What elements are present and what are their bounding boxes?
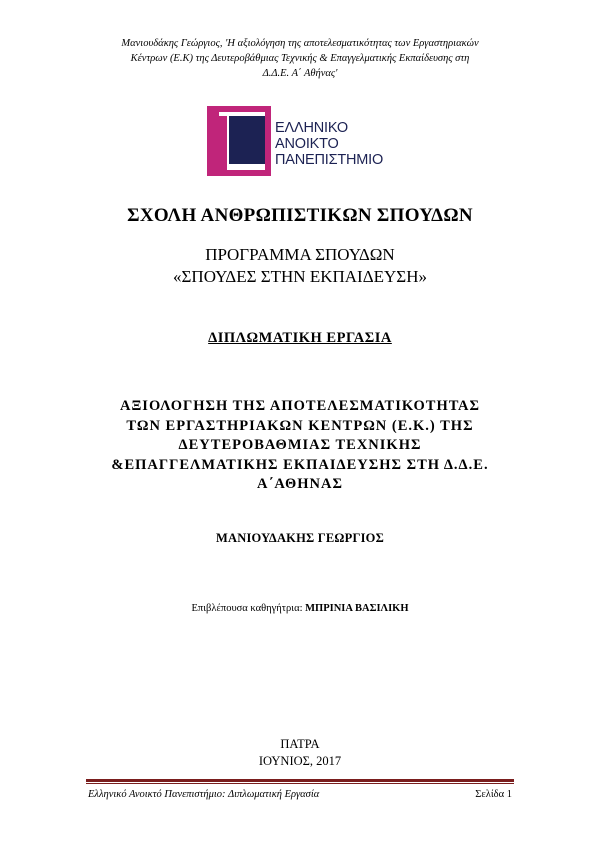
thesis-title-line: ΔΕΥΤΕΡΟΒΑΘΜΙΑΣ ΤΕΧΝΙΚΗΣ [178, 437, 422, 453]
logo-mark-icon [207, 106, 271, 176]
footer-rule-thin [86, 783, 514, 784]
thesis-title-line: Α΄ΑΘΗΝΑΣ [257, 476, 343, 492]
footer-rule [86, 779, 514, 782]
footer-text: Ελληνικό Ανοικτό Πανεπιστήμιο: Διπλωματική Εργασία [88, 789, 320, 800]
supervisor-name: ΜΠΡΙΝΙΑ ΒΑΣΙΛΙΚΗ [305, 603, 409, 614]
header-citation [60, 36, 540, 81]
logo-line: ΑΝΟΙΚΤΟ [275, 136, 339, 152]
date: ΙΟΥΝΙΟΣ, 2017 [258, 754, 342, 768]
thesis-title-line: &ΕΠΑΓΓΕΛΜΑΤΙΚΗΣ ΕΚΠΑΙΔΕΥΣΗΣ ΣΤΗ Δ.Δ.Ε. [111, 456, 489, 473]
page-number: Σελίδα 1 [475, 789, 512, 800]
header-citation-line: Μανιουδάκης Γεώργιος, 'Η αξιολόγηση της αποτελεσματικότητας των Εργαστηριακών [121, 38, 479, 49]
program-line: ΠΡΟΓΡΑΜΜΑ ΣΠΟΥΔΩΝ [205, 245, 395, 264]
school-title: ΣΧΟΛΗ ΑΝΘΡΩΠΙΣΤΙΚΩΝ ΣΠΟΥΔΩΝ [127, 205, 473, 226]
author-name: ΜΑΝΙΟΥΔΑΚΗΣ ΓΕΩΡΓΙΟΣ [216, 531, 384, 545]
supervisor-label: Επιβλέπουσα καθηγήτρια: [191, 603, 306, 614]
thesis-title [0, 397, 600, 495]
logo-line: ΠΑΝΕΠΙΣΤΗΜΙΟ [275, 152, 384, 168]
header-citation-line: Δ.Δ.Ε. Α΄ Αθήνας' [262, 68, 338, 79]
program-line: «ΣΠΟΥΔΕΣ ΣΤΗΝ ΕΚΠΑΙΔΕΥΣΗ» [173, 267, 427, 286]
program-title [0, 244, 600, 288]
thesis-title-line: ΑΞΙΟΛΟΓΗΣΗ ΤΗΣ ΑΠΟΤΕΛΕΣΜΑΤΙΚΟΤΗΤΑΣ [120, 398, 480, 414]
header-citation-line: Κέντρων (Ε.Κ) της Δευτεροβάθμιας Τεχνικής & Επαγγελματικής Εκπαίδευσης στη [130, 53, 470, 64]
logo-line: ΕΛΛΗΝΙΚΟ [275, 120, 348, 136]
supervisor-line [0, 603, 600, 614]
thesis-type-label: ΔΙΠΛΩΜΑΤΙΚΗ ΕΡΓΑΣΙΑ [208, 330, 392, 346]
logo-wordmark [275, 120, 383, 168]
thesis-title-line: ΤΩΝ ΕΡΓΑΣΤΗΡΙΑΚΩΝ ΚΕΝΤΡΩΝ (Ε.Κ.) ΤΗΣ [126, 417, 474, 434]
university-logo [207, 106, 397, 176]
place: ΠΑΤΡΑ [280, 737, 320, 751]
